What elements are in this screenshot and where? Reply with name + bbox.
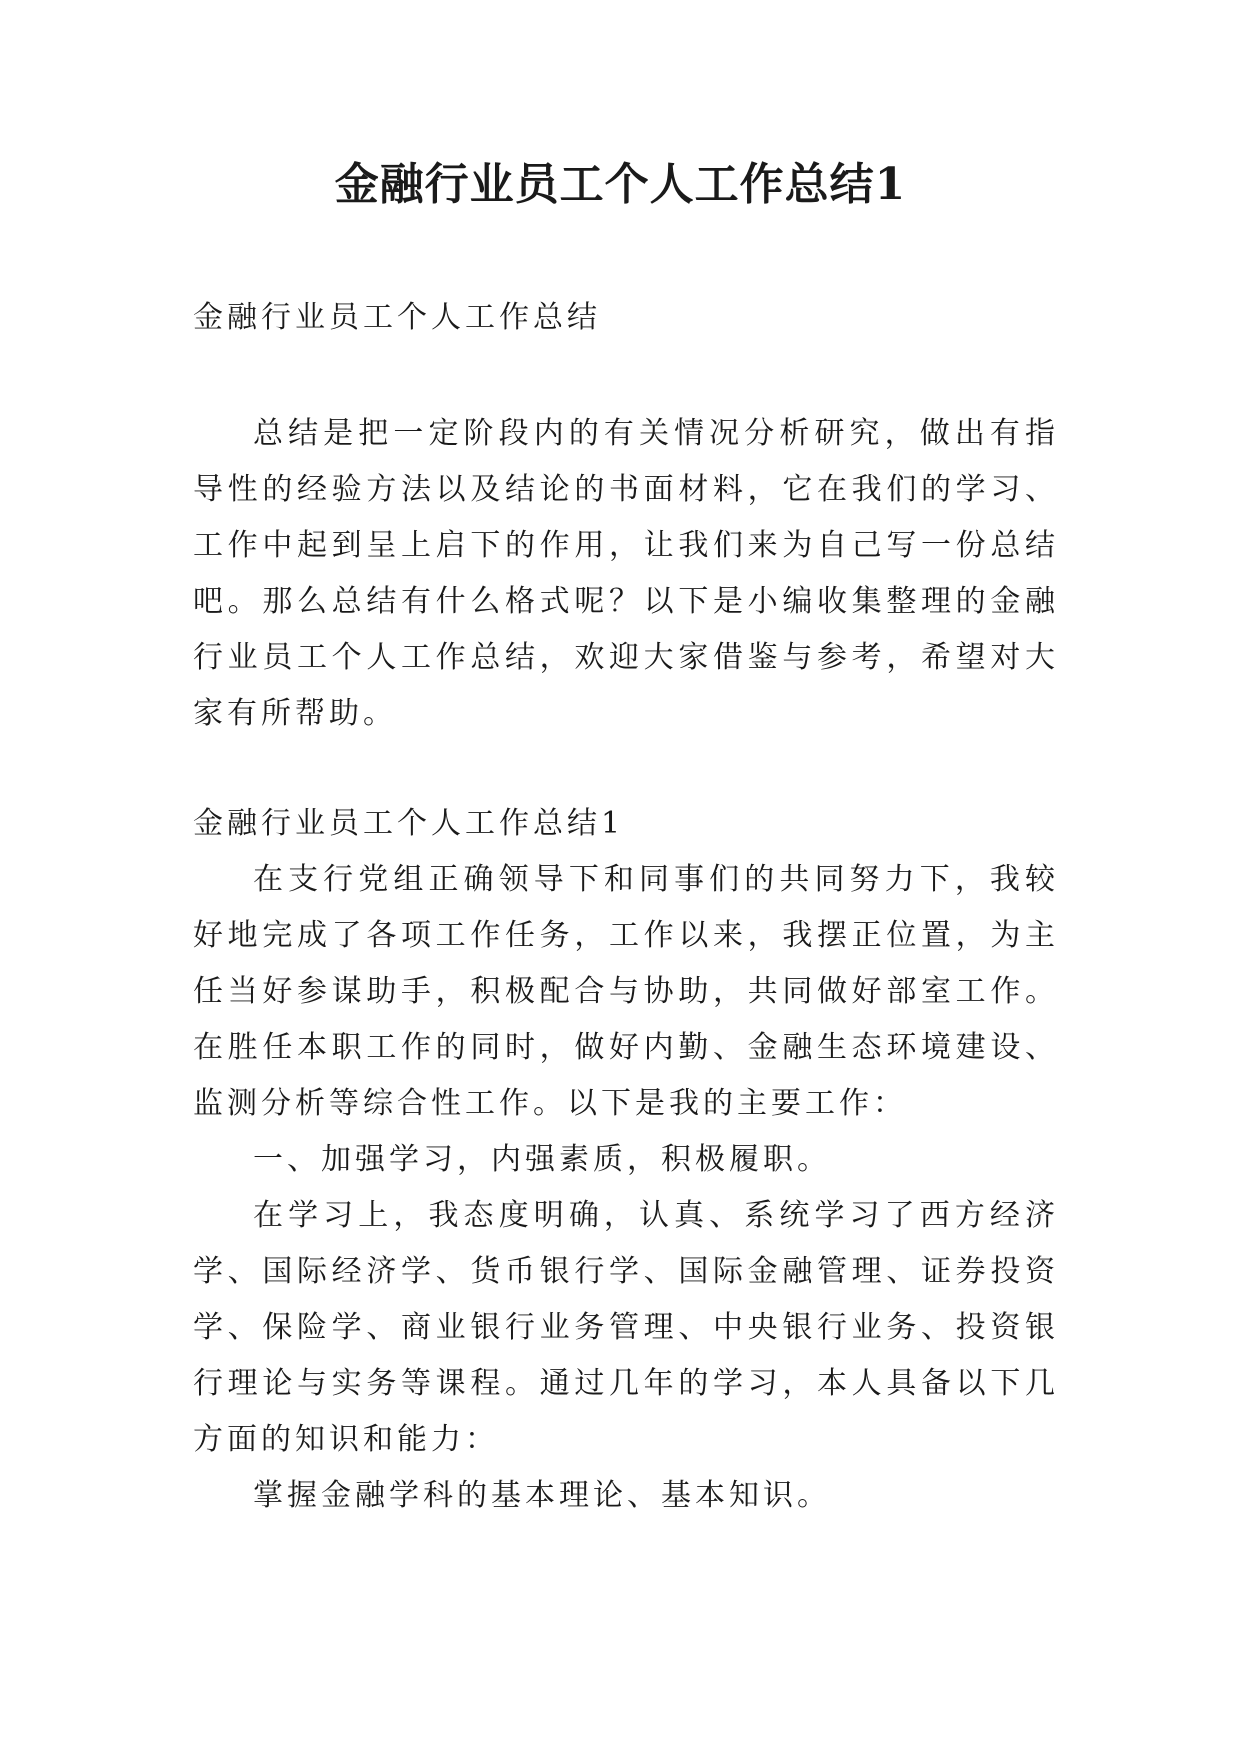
main-section <box>193 852 1059 1524</box>
intro-paragraph: 总结是把一定阶段内的有关情况分析研究，做出有指导性的经验方法以及结论的书面材料，它在我们的学习、工作中起到呈上启下的作用，让我们来为自己写一份总结吧。那么总结有什么格式呢？以下是小编收集整理的金融行业员工个人工作总结，欢迎大家借鉴与参考，希望对大家有所帮助。 <box>193 416 1059 731</box>
intro-section <box>193 406 1059 742</box>
document-title: 金融行业员工个人工作总结1 <box>334 159 907 210</box>
document-subtitle: 金融行业员工个人工作总结 <box>193 300 601 335</box>
body-paragraph: 掌握金融学科的基本理论、基本知识。 <box>253 1478 831 1513</box>
body-paragraph: 一、加强学习，内强素质，积极履职。 <box>253 1142 831 1177</box>
section-heading: 金融行业员工个人工作总结1 <box>193 806 625 841</box>
body-paragraph: 在学习上，我态度明确，认真、系统学习了西方经济学、国际经济学、货币银行学、国际金融管理、证券投资学、保险学、商业银行业务管理、中央银行业务、投资银行理论与实务等课程。通过几年的学习，本人具备以下几方面的知识和能力： <box>193 1198 1059 1457</box>
body-paragraph: 在支行党组正确领导下和同事们的共同努力下，我较好地完成了各项工作任务，工作以来，我摆正位置，为主任当好参谋助手，积极配合与协助，共同做好部室工作。在胜任本职工作的同时，做好内勤、金融生态环境建设、监测分析等综合性工作。以下是我的主要工作： <box>193 862 1059 1121</box>
